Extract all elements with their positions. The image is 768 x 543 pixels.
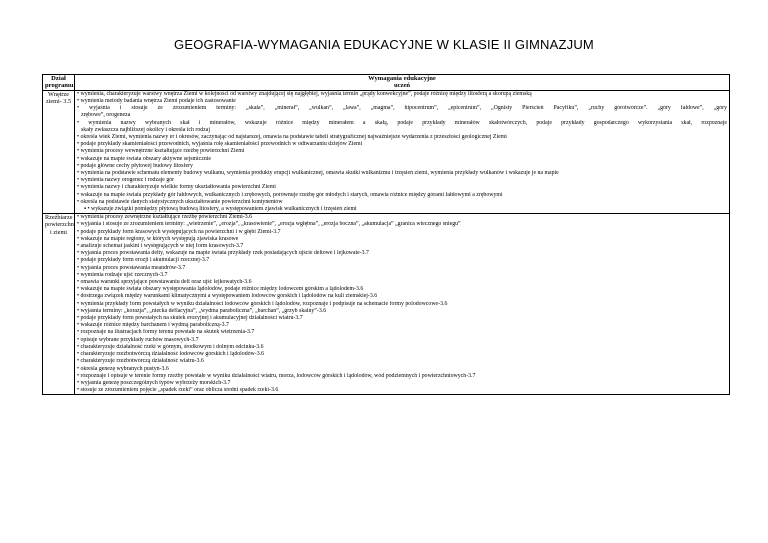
list-item: • podaje główne cechy płytowej budowy litosfery [77, 162, 193, 169]
list-item: • wyjaśnia proces powstawania delty, wskazuje na mapie świata przykłady rzek posiadających ujście deltowe i lejkowate-3.7 [77, 250, 369, 257]
section-name: Rzeźbiarze powierzchn i ziemi [43, 214, 75, 395]
list-item: • podaje przykłady form krasowych występujących na powierzchni i w głębi Ziemi-3.7 [77, 228, 281, 235]
table-row [43, 90, 730, 213]
list-item: • wskazuje na mapie świata obszary występowania lądolodów, podaje różnice między lodowcem górskim a lądolodem-3.6 [77, 286, 364, 293]
list-item: • charakteryzuje rzeźbotwórczą działalność wiatru-3.6 [77, 358, 204, 365]
list-item: • dostrzega związek między warunkami klimatycznymi a występowaniem lodowców górskich i lądolodów na kuli ziemskiej-3.6 [77, 293, 378, 300]
list-item: • wymienia na podstawie schematu elementy budowy wulkanu, wymienia produkty erupcji wulkanicznej, omawia skutki wulkanizmu i trzęsień ziemi, wymienia przykłady wulkanów i wskazuje je na mapie [77, 170, 559, 177]
page-title: GEOGRAFIA-WYMAGANIA EDUKACYJNE W KLASIE II GIMNAZJUM [174, 37, 594, 52]
list-item: • określa genezę wybranych pustyń-3.6 [77, 365, 169, 372]
table-header-row [43, 75, 730, 91]
list-item: • podaje przykłady skamieniałości przewodnich, wyjaśnia rolę skamieniałości przewodnich w odtwarzaniu dziejów Ziemi [77, 141, 363, 148]
list-item: • rozpoznaje na ilustracjach formy terenu powstałe na skutek wietrzenia-3.7 [77, 329, 255, 336]
list-item: • wymienia procesy zewnętrzne kształtujące rzeźbę powierzchni Ziemi-3.6 [77, 214, 253, 221]
list-item: • podaje przykłady form erozji i akumulacji rzecznej-3.7 [77, 257, 210, 264]
list-item: • wyjaśnia proces powstawania meandrów-3.7 [77, 264, 186, 271]
list-item-continuation: skały zwłaszcza najbliższej okolicy i określa ich rodzaj [81, 126, 210, 133]
list-item: • wyjaśnia i stosuje ze zrozumieniem terminy: „skała”, „minerał”, „wulkan”, „lawa”, „magma”, hipocentrum”, „epicentrum”, „Ognisty Pierścień Pacyfiku”, „ruchy górotwórcze”. „góry fałdowe”, „góry [77, 105, 727, 112]
list-item: • wyjaśnia terminy: „korazja”, „niecka deflacyjna”, „wydma paraboliczna”, „barchan”, „grzyb skalny”-3.6 [77, 307, 327, 314]
list-item: • wyjaśnia genezę poszczególnych typów wybrzeży morskich-3.7 [77, 379, 231, 386]
list-item: • analizuje schemat jaskini i występujących w niej form krasowych-3.7 [77, 243, 244, 250]
header-requirements [75, 75, 730, 91]
section-requirements [75, 214, 730, 395]
list-item-continuation: zrębowe”, orogeneza [81, 112, 131, 119]
header-section-label: Dział programu [45, 75, 74, 90]
list-item: • charakteryzuje działalność rzeki w górnym, środkowym i dolnym odcinku-3.6 [77, 343, 264, 350]
list-item: • wymienia metody badania wnętrza Ziemi podaje ich zastosowanie [77, 98, 236, 105]
header-section [43, 75, 75, 91]
list-item: • wymienia rodzaje ujść rzecznych-3.7 [77, 271, 168, 278]
list-item: ▪ • wykazuje związki pomiędzy płytową budową litosfery, a występowaniem zjawisk wulkanicznych i trzęsień ziemi [84, 206, 357, 213]
list-item: • wskazuje na mapie świata obszary aktywne sejsmicznie [77, 155, 211, 162]
list-item: • wskazuje różnice między barchanem i wydmą paraboliczną-3.7 [77, 322, 229, 329]
list-item: • określa na podstawie danych statystycznych ukształtowanie powierzchni kontynentów [77, 198, 283, 205]
section-requirements [75, 90, 730, 213]
section-name: Wnętrze ziemi- 3.5 [43, 90, 75, 213]
list-item: • określa wiek Ziemi, wymienia nazwy er i okresów, zaczynając od najstarszej, omawia na podstawie tabeli stratygraficznej najważniejsze wydarzenia z przeszłości geologicznej Ziemi [77, 134, 507, 140]
list-item: • wskazuje na mapie świata przykłady gór fałdowych, wulkanicznych i zrębowych, porównuje rzeźbę gór młodych i starych, omawia różnice między górami fałdowymi a zrębowymi [77, 191, 503, 198]
list-item: • wskazuje na mapie regiony, w których występują zjawiska krasowe [77, 235, 239, 242]
requirements-table [42, 74, 730, 395]
list-item: • wymienia przykłady form powstałych w wyniku działalności lodowców górskich i lądolodów, rozpoznaje i podpisuje na schemacie formy polodowcowe-3.6 [77, 300, 448, 307]
list-item: • omawia warunki sprzyjające powstawaniu delt oraz ujść lejkowatych-3.6 [77, 279, 252, 286]
list-item: • wymienia, charakteryzuje warstwy wnętrza Ziemi w kolejności od warstwy znajdującej się najgłębiej, wyjaśnia termin „prądy konwekcyjne”, podaje różnicę między litosferą a skorupą ziemską [77, 90, 532, 97]
list-item: • wymienia nazwy wybranych skał i minerałów, wskazuje różnice między minerałem a skałą, podaje przykłady minerałów skałotwórczych, podaje przykłady gospodarczego wykorzystania skał, rozpoznaje [77, 119, 727, 126]
list-item: • podaje przykłady form powstałych na skutek erozyjnej i akumulacyjnej działalności wiatru-3.7 [77, 315, 303, 322]
list-item: • wyjaśnia i stosuje ze zrozumieniem terminy: „wietrzenie”, „erozja”, „krasowienie”, „erozja wgłębna”, „erozja boczna”, „akumulacja” „granica wiecznego śniegu” [77, 221, 461, 228]
header-requirements-title: Wymagania edukacyjne [368, 75, 436, 82]
header-requirements-subtitle: uczeń [393, 82, 411, 90]
list-item: • charakteryzuje rzeźbotwórczą działalność lodowców górskich i lądolodów-3.6 [77, 351, 265, 358]
table-row [43, 214, 730, 395]
list-item: • wymienia nazwy orogenez i rodzaje gór [77, 177, 175, 184]
list-item: • wymienia procesy wewnętrzne kształtujące rzeźbę powierzchni Ziemi [77, 148, 245, 155]
list-item: • stosuje ze zrozumieniem pojęcie „spadek rzeki” oraz oblicza średni spadek rzeki-3.6 [77, 387, 279, 394]
list-item: • wymienia nazwy i charakteryzuje wielkie formy ukształtowania powierzchni Ziemi [77, 184, 276, 191]
list-item: • opisuje wybrane przykłady ruchów masowych-3.7 [77, 336, 199, 343]
list-item: • rozpoznaje i opisuje w terenie formy rzeźby powstałe w wyniku działalności wiatru, morza, lodowców górskich i lądolodów, wód podziemnych i powierzchniowych-3.7 [77, 372, 476, 379]
